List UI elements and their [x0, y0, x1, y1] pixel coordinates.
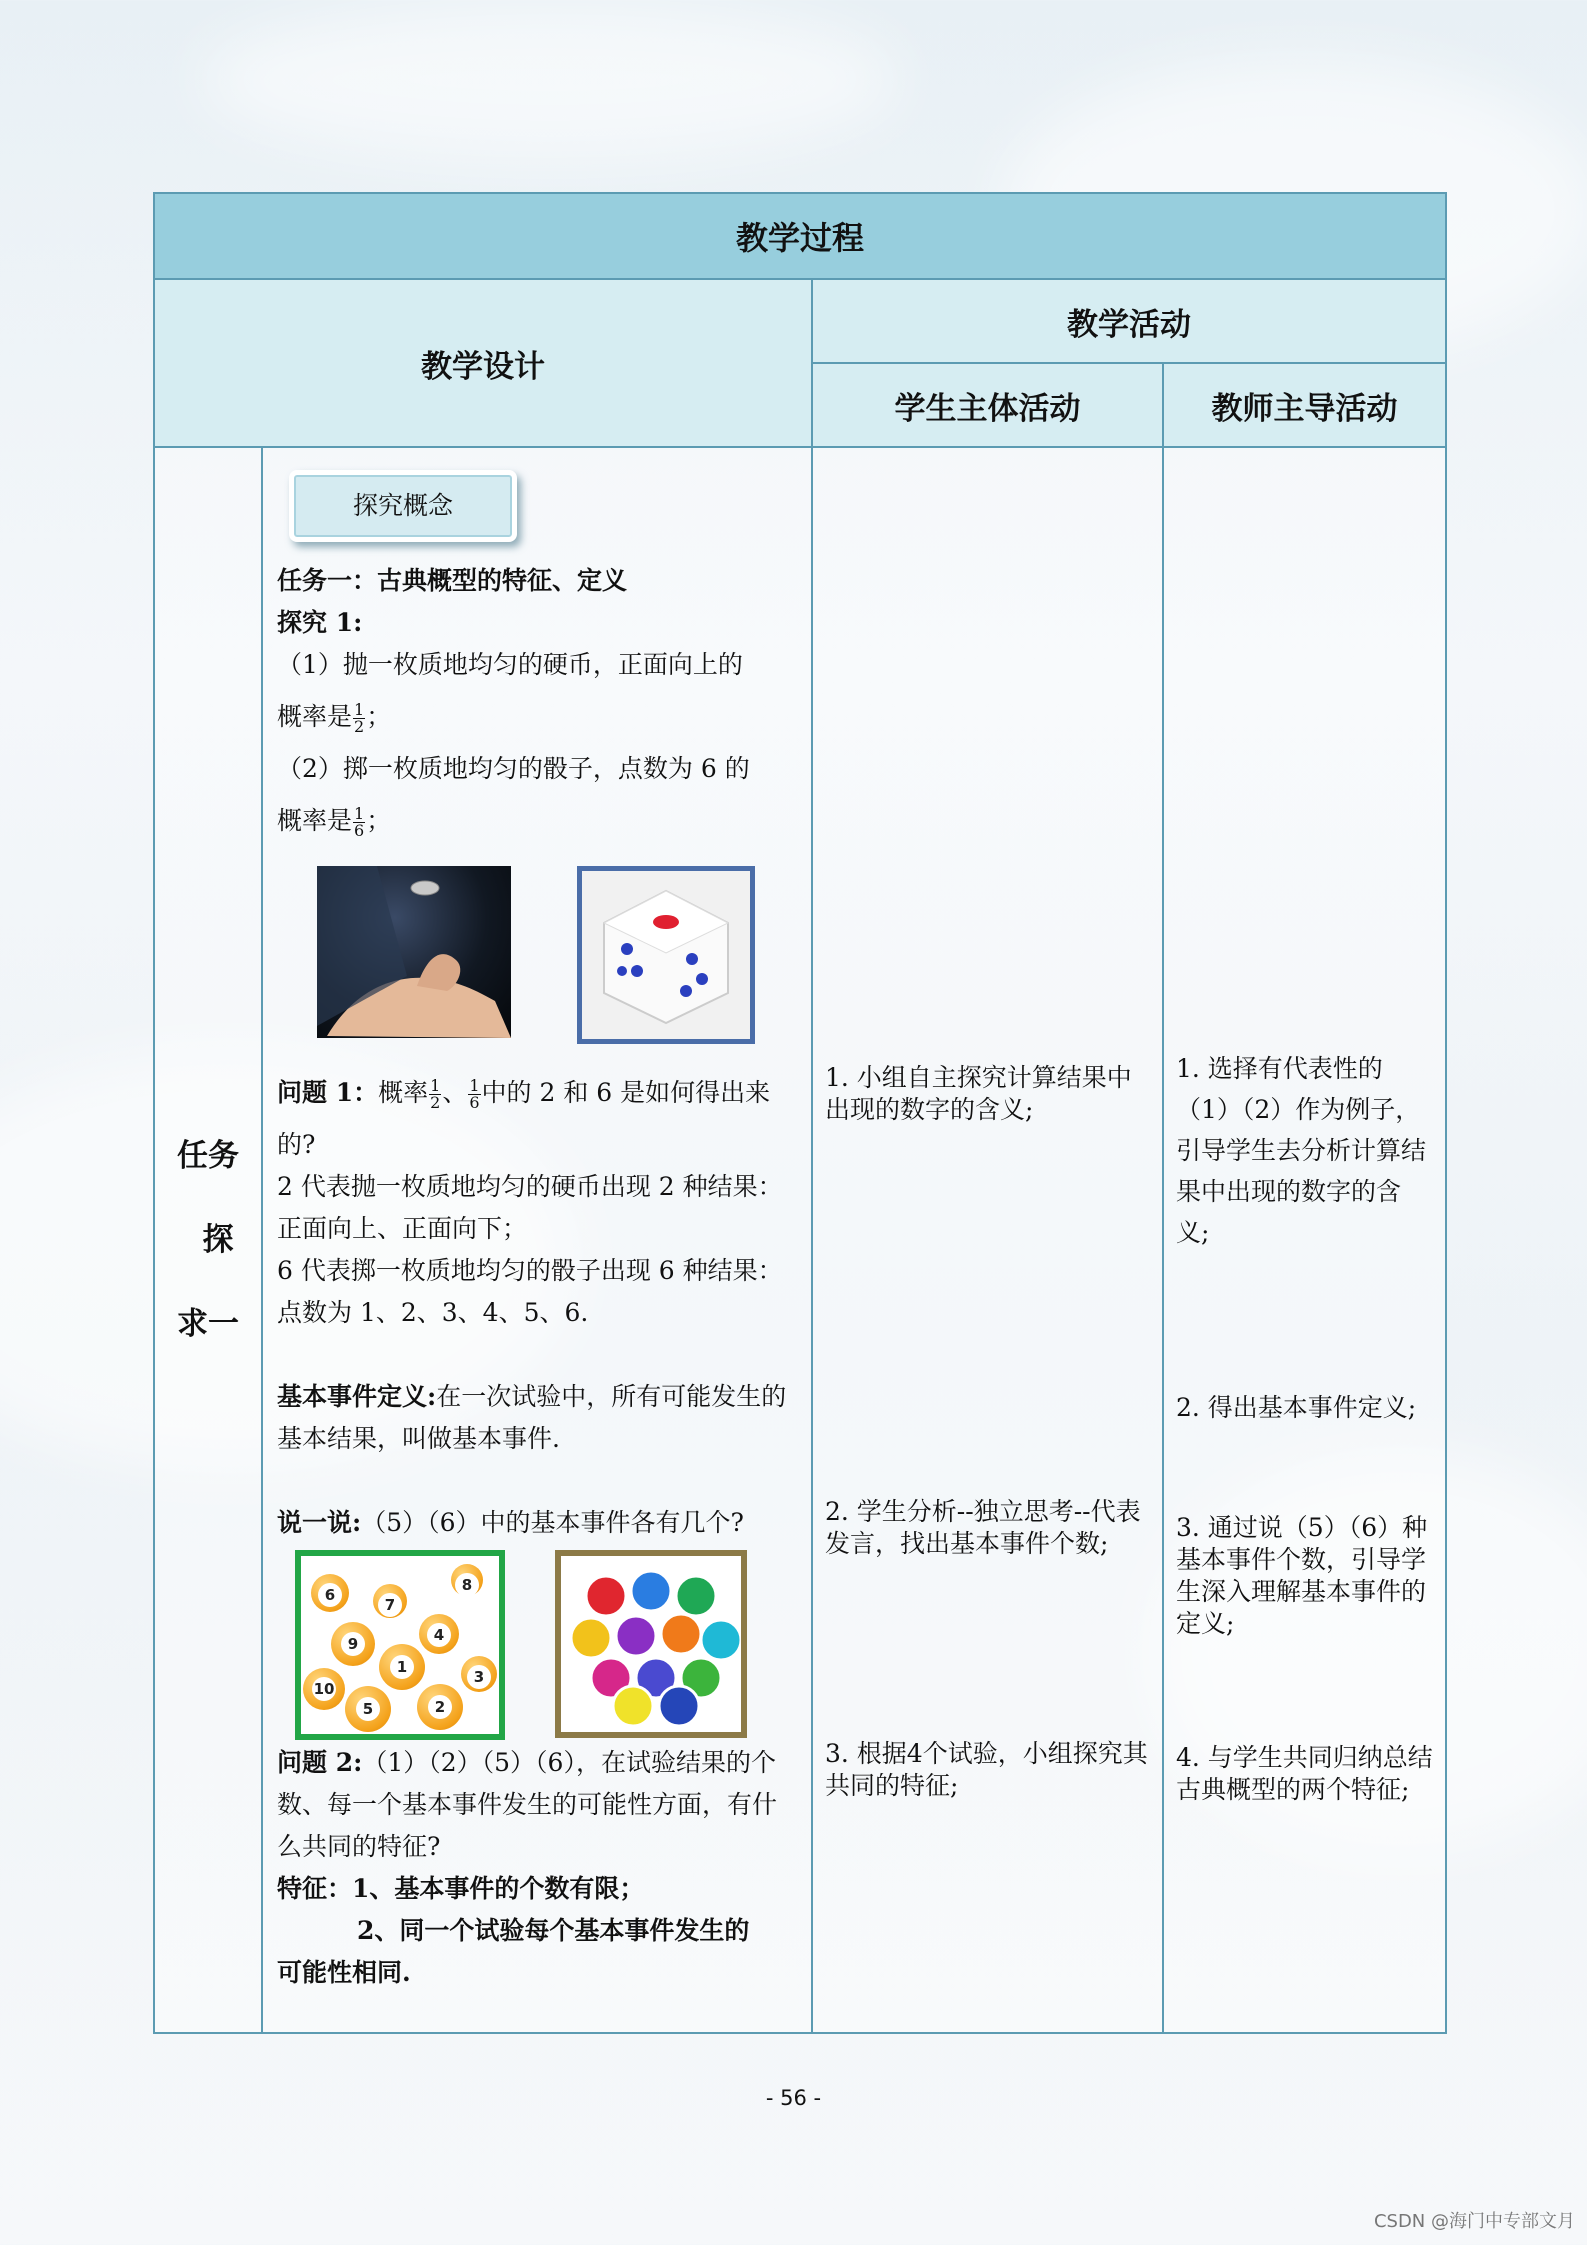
feature-2: 2、同一个试验每个基本事件发生的 — [357, 1916, 750, 1945]
student-activity-2: 2. 学生分析--独立思考--代表发言，找出基本事件个数; — [825, 1497, 1141, 1558]
number-ball: 1 — [379, 1644, 425, 1690]
answer-1: 2 代表抛一枚质地均匀的硬币出现 2 种结果：正面向上、正面向下； — [277, 1172, 783, 1243]
coin-toss-image — [317, 866, 511, 1038]
question-1: 问题 1：概率 $\frac{1}{2}$ 、 $\frac{1}{6}$ 中的 2 和 6 是如何得出来 — [277, 1076, 771, 1112]
number-ball: 5 — [345, 1686, 391, 1732]
explore-item-2-prob: 概率是 $\frac{1}{6}$ ； — [277, 804, 392, 840]
student-activity-cell — [812, 447, 1163, 2033]
explore-item-1: （1）抛一枚质地均匀的硬币，正面向上的 — [277, 650, 743, 679]
image-row-coin-dice — [277, 866, 797, 1052]
fraction-one-half: $\frac{1}{2}$ — [354, 700, 365, 736]
number-ball: 4 — [419, 1614, 459, 1654]
dice-image — [577, 866, 755, 1044]
task-label-line: 求一 — [177, 1306, 239, 1342]
explore-item-2: （2）掷一枚质地均匀的骰子，点数为 6 的 — [277, 754, 750, 783]
watermark: CSDN @海门中专部文月 — [1373, 2211, 1575, 2232]
teacher-activity-3: 3. 通过说（5）（6）种基本事件个数，引导学生深入理解基本事件的定义; — [1176, 1513, 1428, 1638]
teacher-activity-cell — [1163, 447, 1446, 2033]
paint-cup — [571, 1618, 611, 1658]
fraction-one-half: $\frac{1}{2}$ — [430, 1076, 441, 1112]
number-ball: 10 — [303, 1668, 345, 1710]
answer-2: 6 代表掷一枚质地均匀的骰子出现 6 种结果：点数为 1、2、3、4、5、6. — [277, 1256, 783, 1327]
explore-item-1-prob: 概率是 $\frac{1}{2}$ ； — [277, 700, 392, 736]
say-it: 说一说:（5）（6）中的基本事件各有几个? — [277, 1508, 744, 1537]
design-header: 教学设计 — [154, 279, 812, 447]
table-title: 教学过程 — [154, 193, 1446, 279]
task-title: 任务一：古典概型的特征、定义 — [277, 566, 628, 595]
feature-1: 特征：1、基本事件的个数有限； — [277, 1874, 645, 1903]
task-label-line: 任务 — [177, 1138, 239, 1174]
paint-cup — [701, 1620, 741, 1660]
question-2: 问题 2:（1）（2）（5）（6），在试验结果的个数、每一个基本事件发生的可能性方面，有什么共同的特征? — [277, 1748, 778, 1861]
numbered-balls-image — [295, 1550, 505, 1740]
explore-title: 探究 1: — [277, 608, 363, 637]
number-ball: 7 — [373, 1584, 407, 1618]
explore-concept-badge: 探究概念 — [289, 470, 517, 542]
number-ball: 6 — [311, 1574, 349, 1612]
student-activity-header: 学生主体活动 — [812, 363, 1163, 447]
activity-header: 教学活动 — [812, 279, 1446, 363]
paint-cup — [586, 1576, 626, 1616]
teacher-activity-2: 2. 得出基本事件定义; — [1176, 1393, 1417, 1422]
number-ball: 2 — [417, 1684, 463, 1730]
paint-cup — [676, 1576, 716, 1616]
paint-cup — [616, 1616, 656, 1656]
fraction-one-sixth: $\frac{1}{6}$ — [354, 804, 365, 840]
number-ball: 8 — [451, 1564, 483, 1596]
student-activity-1: 1. 小组自主探究计算结果中出现的数字的含义; — [825, 1063, 1132, 1124]
teaching-process-table — [153, 192, 1447, 2034]
question-1-end: 的? — [277, 1130, 316, 1159]
student-activity-3: 3. 根据4个试验，小组探究其共同的特征; — [825, 1739, 1148, 1800]
feature-2-end: 可能性相同. — [277, 1958, 411, 1987]
paint-cup — [659, 1686, 699, 1726]
paint-cup — [661, 1614, 701, 1654]
teacher-activity-4: 4. 与学生共同归纳总结古典概型的两个特征; — [1176, 1743, 1433, 1804]
task-label — [154, 447, 262, 2033]
paint-cups-image — [555, 1550, 747, 1738]
basic-event-definition: 基本事件定义:在一次试验中，所有可能发生的基本结果，叫做基本事件. — [277, 1382, 787, 1453]
teacher-activity-1: 1. 选择有代表性的（1）（2）作为例子，引导学生去分析计算结果中出现的数字的含义; — [1176, 1054, 1427, 1247]
number-ball: 9 — [331, 1622, 375, 1666]
paint-cup — [631, 1571, 671, 1611]
design-cell — [262, 447, 812, 2033]
fraction-one-sixth: $\frac{1}{6}$ — [469, 1076, 480, 1112]
number-ball: 3 — [461, 1656, 497, 1692]
task-label-line: 探 — [202, 1222, 234, 1258]
paint-cup — [613, 1686, 653, 1726]
image-row-balls-cups — [277, 1550, 797, 1742]
teacher-activity-header: 教师主导活动 — [1163, 363, 1446, 447]
page-number: - 56 - — [765, 2086, 822, 2110]
